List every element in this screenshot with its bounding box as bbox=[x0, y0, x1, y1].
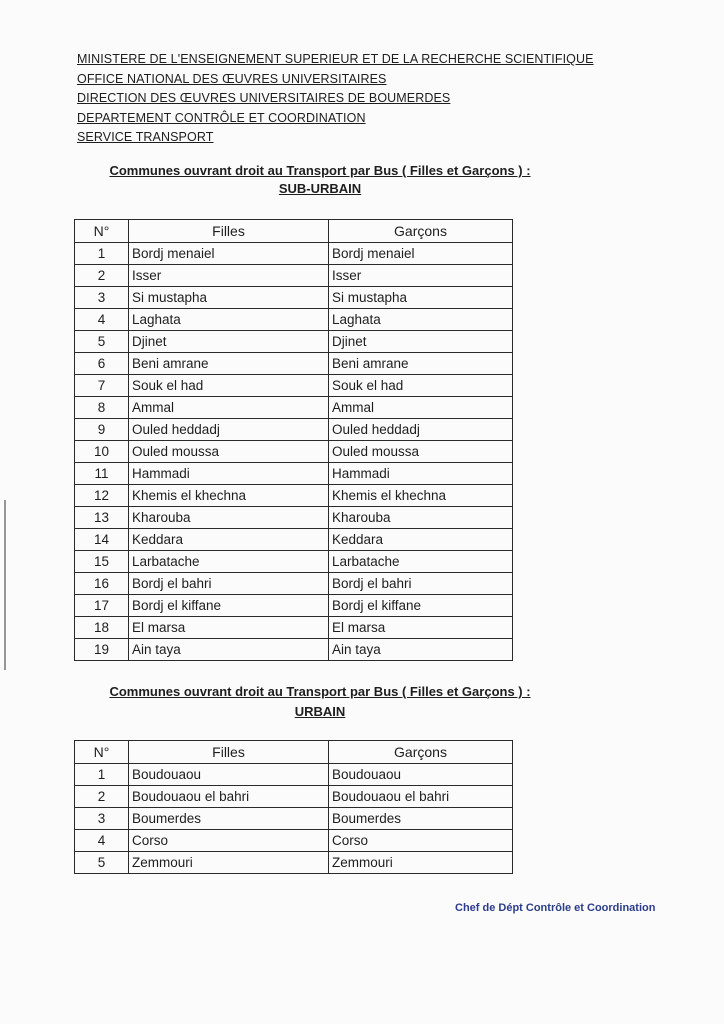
row-number: 3 bbox=[75, 287, 129, 309]
table-row bbox=[75, 786, 513, 808]
garcons-commune: Keddara bbox=[329, 529, 513, 551]
garcons-commune: Djinet bbox=[329, 331, 513, 353]
garcons-commune: Boumerdes bbox=[329, 808, 513, 830]
row-number: 17 bbox=[75, 595, 129, 617]
row-number: 9 bbox=[75, 419, 129, 441]
garcons-commune: Boudouaou bbox=[329, 764, 513, 786]
table-row bbox=[75, 808, 513, 830]
column-header-number: N° bbox=[75, 220, 129, 243]
garcons-commune: Si mustapha bbox=[329, 287, 513, 309]
table-row bbox=[75, 551, 513, 573]
row-number: 4 bbox=[75, 309, 129, 331]
filles-commune: Khemis el khechna bbox=[129, 485, 329, 507]
suburban-table-body bbox=[75, 243, 513, 661]
suburban-table bbox=[74, 219, 513, 661]
table-row bbox=[75, 830, 513, 852]
row-number: 19 bbox=[75, 639, 129, 661]
urban-table bbox=[74, 740, 513, 874]
garcons-commune: Beni amrane bbox=[329, 353, 513, 375]
scan-edge-mark bbox=[4, 500, 6, 670]
row-number: 4 bbox=[75, 830, 129, 852]
garcons-commune: Boudouaou el bahri bbox=[329, 786, 513, 808]
garcons-commune: Ammal bbox=[329, 397, 513, 419]
table-header-row bbox=[75, 741, 513, 764]
service-line: SERVICE TRANSPORT bbox=[77, 130, 214, 145]
row-number: 1 bbox=[75, 764, 129, 786]
filles-commune: Isser bbox=[129, 265, 329, 287]
filles-commune: Beni amrane bbox=[129, 353, 329, 375]
filles-commune: Bordj el kiffane bbox=[129, 595, 329, 617]
filles-commune: Laghata bbox=[129, 309, 329, 331]
table-row bbox=[75, 397, 513, 419]
filles-commune: Boudouaou el bahri bbox=[129, 786, 329, 808]
column-header-garcons: Garçons bbox=[329, 741, 513, 764]
garcons-commune: Isser bbox=[329, 265, 513, 287]
garcons-commune: Laghata bbox=[329, 309, 513, 331]
filles-commune: Ouled heddadj bbox=[129, 419, 329, 441]
table-row bbox=[75, 639, 513, 661]
row-number: 8 bbox=[75, 397, 129, 419]
table-row bbox=[75, 419, 513, 441]
row-number: 13 bbox=[75, 507, 129, 529]
filles-commune: Boumerdes bbox=[129, 808, 329, 830]
filles-commune: Bordj menaiel bbox=[129, 243, 329, 265]
table-row bbox=[75, 485, 513, 507]
filles-commune: Larbatache bbox=[129, 551, 329, 573]
row-number: 7 bbox=[75, 375, 129, 397]
filles-commune: Souk el had bbox=[129, 375, 329, 397]
table-row bbox=[75, 507, 513, 529]
garcons-commune: Kharouba bbox=[329, 507, 513, 529]
column-header-filles: Filles bbox=[129, 741, 329, 764]
row-number: 3 bbox=[75, 808, 129, 830]
garcons-commune: El marsa bbox=[329, 617, 513, 639]
letterhead bbox=[77, 50, 594, 148]
signature-title: Chef de Dépt Contrôle et Coordination bbox=[455, 902, 656, 914]
garcons-commune: Bordj el bahri bbox=[329, 573, 513, 595]
column-header-filles: Filles bbox=[129, 220, 329, 243]
table-row bbox=[75, 764, 513, 786]
garcons-commune: Hammadi bbox=[329, 463, 513, 485]
table-row bbox=[75, 353, 513, 375]
row-number: 2 bbox=[75, 786, 129, 808]
garcons-commune: Khemis el khechna bbox=[329, 485, 513, 507]
urban-section-subtitle: URBAIN bbox=[294, 704, 346, 719]
urban-table-body bbox=[75, 764, 513, 874]
table-row bbox=[75, 287, 513, 309]
garcons-commune: Bordj menaiel bbox=[329, 243, 513, 265]
filles-commune: Bordj el bahri bbox=[129, 573, 329, 595]
table-row bbox=[75, 441, 513, 463]
ministry-line: MINISTERE DE L'ENSEIGNEMENT SUPERIEUR ET DE LA RECHERCHE SCIENTIFIQUE bbox=[77, 52, 594, 66]
table-row bbox=[75, 265, 513, 287]
filles-commune: Ouled moussa bbox=[129, 441, 329, 463]
garcons-commune: Zemmouri bbox=[329, 852, 513, 874]
filles-commune: Kharouba bbox=[129, 507, 329, 529]
garcons-commune: Ouled heddadj bbox=[329, 419, 513, 441]
row-number: 16 bbox=[75, 573, 129, 595]
table-row bbox=[75, 309, 513, 331]
row-number: 10 bbox=[75, 441, 129, 463]
garcons-commune: Larbatache bbox=[329, 551, 513, 573]
garcons-commune: Ouled moussa bbox=[329, 441, 513, 463]
table-header-row bbox=[75, 220, 513, 243]
row-number: 5 bbox=[75, 331, 129, 353]
column-header-garcons: Garçons bbox=[329, 220, 513, 243]
filles-commune: Ain taya bbox=[129, 639, 329, 661]
table-row bbox=[75, 375, 513, 397]
table-row bbox=[75, 852, 513, 874]
column-header-number: N° bbox=[75, 741, 129, 764]
suburban-section-title: Communes ouvrant droit au Transport par Bus ( Filles et Garçons ) : bbox=[109, 163, 531, 178]
row-number: 14 bbox=[75, 529, 129, 551]
office-line: OFFICE NATIONAL DES ŒUVRES UNIVERSITAIRES bbox=[77, 71, 387, 86]
filles-commune: Hammadi bbox=[129, 463, 329, 485]
table-row bbox=[75, 463, 513, 485]
row-number: 15 bbox=[75, 551, 129, 573]
filles-commune: Si mustapha bbox=[129, 287, 329, 309]
table-row bbox=[75, 529, 513, 551]
direction-line: DIRECTION DES ŒUVRES UNIVERSITAIRES DE BOUMERDES bbox=[77, 91, 451, 106]
row-number: 5 bbox=[75, 852, 129, 874]
row-number: 6 bbox=[75, 353, 129, 375]
row-number: 12 bbox=[75, 485, 129, 507]
filles-commune: Ammal bbox=[129, 397, 329, 419]
table-row bbox=[75, 243, 513, 265]
garcons-commune: Souk el had bbox=[329, 375, 513, 397]
filles-commune: Keddara bbox=[129, 529, 329, 551]
filles-commune: Boudouaou bbox=[129, 764, 329, 786]
table-row bbox=[75, 331, 513, 353]
garcons-commune: Ain taya bbox=[329, 639, 513, 661]
garcons-commune: Bordj el kiffane bbox=[329, 595, 513, 617]
suburban-section-subtitle: SUB-URBAIN bbox=[278, 181, 362, 196]
table-row bbox=[75, 573, 513, 595]
row-number: 1 bbox=[75, 243, 129, 265]
urban-section-title: Communes ouvrant droit au Transport par Bus ( Filles et Garçons ) : bbox=[109, 684, 531, 699]
row-number: 18 bbox=[75, 617, 129, 639]
table-row bbox=[75, 595, 513, 617]
department-line: DEPARTEMENT CONTRÔLE ET COORDINATION bbox=[77, 110, 366, 125]
row-number: 2 bbox=[75, 265, 129, 287]
filles-commune: El marsa bbox=[129, 617, 329, 639]
row-number: 11 bbox=[75, 463, 129, 485]
filles-commune: Djinet bbox=[129, 331, 329, 353]
filles-commune: Corso bbox=[129, 830, 329, 852]
filles-commune: Zemmouri bbox=[129, 852, 329, 874]
table-row bbox=[75, 617, 513, 639]
garcons-commune: Corso bbox=[329, 830, 513, 852]
